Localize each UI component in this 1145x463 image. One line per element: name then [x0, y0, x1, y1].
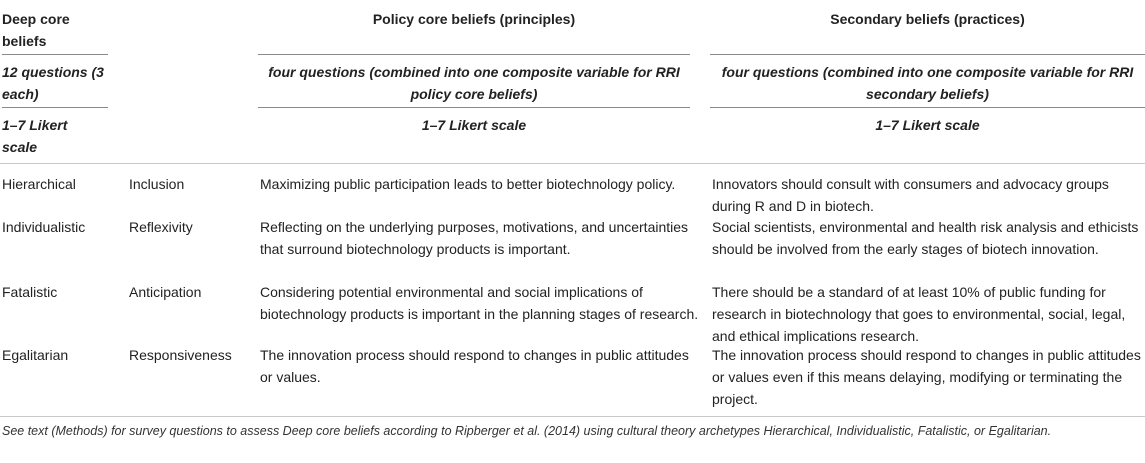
table-row-secondary: Social scientists, environmental and health risk analysis and ethicists should be involved from the early stages of biotech innovation. — [712, 219, 1139, 257]
table-bottom-rule — [0, 416, 1145, 417]
subheader-scale-policy: 1–7 Likert scale — [421, 117, 527, 133]
table-row-dimension: Reflexivity — [129, 219, 193, 235]
header-rule-col4 — [710, 54, 1145, 55]
table-row-dimension: Anticipation — [129, 284, 202, 300]
table-row-deep: Individualistic — [2, 219, 86, 235]
header-rule-col1 — [2, 54, 108, 55]
table-row-policy: Maximizing public participation leads to better biotechnology policy. — [260, 176, 676, 192]
body-top-rule — [0, 163, 1145, 164]
subheader-scale-secondary: 1–7 Likert scale — [875, 117, 980, 133]
subheader-rule-col4 — [710, 107, 1145, 108]
table-footnote: See text (Methods) for survey questions to assess Deep core beliefs according to Ripberger et al. (2014) using cultural theory archetypes Hierarchical, Individualistic, Fatalistic, or Egalitarian. — [2, 424, 1052, 438]
table-row-dimension: Inclusion — [129, 176, 185, 192]
table-row-secondary: There should be a standard of at least 10% of public funding for research in biotechnology that goes to environmental, social, legal, and ethical implications research. — [712, 284, 1126, 344]
subheader-questions-deep: 12 questions (3 each) — [2, 64, 104, 102]
table-row-deep: Fatalistic — [2, 284, 58, 300]
table-row-policy: Reflecting on the underlying purposes, motivations, and uncertainties that surround biotechnology products is important. — [260, 219, 689, 257]
table-row-secondary: Innovators should consult with consumers and advocacy groups during R and D in biotech. — [712, 176, 1109, 214]
subheader-questions-policy: four questions (combined into one composite variable for RRI policy core beliefs) — [268, 64, 680, 102]
subheader-questions-secondary: four questions (combined into one composite variable for RRI secondary beliefs) — [721, 64, 1134, 102]
table-row-dimension: Responsiveness — [129, 347, 232, 363]
table-row-policy: The innovation process should respond to changes in public attitudes or values. — [260, 347, 689, 385]
header-deep-core-beliefs: Deep core beliefs — [2, 11, 70, 49]
table-row-policy: Considering potential environmental and social implications of biotechnology products is important in the planning stages of research. — [260, 284, 699, 322]
header-secondary-beliefs: Secondary beliefs (practices) — [830, 11, 1025, 27]
subheader-scale-deep: 1–7 Likert scale — [2, 117, 68, 155]
subheader-rule-col1 — [2, 107, 108, 108]
header-policy-core-beliefs: Policy core beliefs (principles) — [372, 11, 576, 27]
table-row-deep: Egalitarian — [2, 347, 69, 363]
table-row-deep: Hierarchical — [2, 176, 76, 192]
table-row-secondary: The innovation process should respond to changes in public attitudes or values even if this means delaying, modifying or terminating the project. — [712, 347, 1141, 407]
subheader-rule-col3 — [258, 107, 690, 108]
header-rule-col3 — [258, 54, 690, 55]
